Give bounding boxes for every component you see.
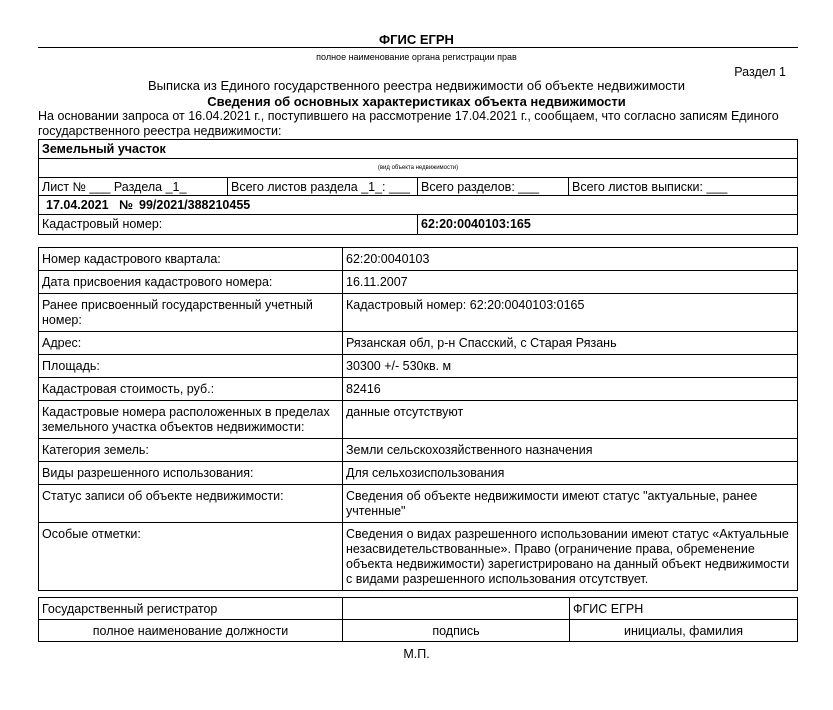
registrar-name: ФГИС ЕГРН <box>570 598 798 620</box>
divider <box>568 177 569 195</box>
table-row <box>39 294 798 332</box>
field-value: 16.11.2007 <box>343 271 798 294</box>
extract-number-label: № <box>119 198 133 212</box>
field-label: Дата присвоения кадастрового номера: <box>39 271 343 294</box>
field-label: Статус записи об объекте недвижимости: <box>39 485 343 523</box>
field-value: Для сельхозиспользования <box>343 462 798 485</box>
field-label: Категория земель: <box>39 439 343 462</box>
cadastral-label: Кадастровый номер: <box>42 217 163 231</box>
signature-table <box>38 597 798 642</box>
table-row <box>39 439 798 462</box>
object-type: Земельный участок <box>42 142 166 156</box>
field-value: 82416 <box>343 378 798 401</box>
field-value: данные отсутствуют <box>343 401 798 439</box>
field-value: Рязанская обл, р-н Спасский, с Старая Рязань <box>343 332 798 355</box>
document-subtitle: Сведения об основных характеристиках объекта недвижимости <box>207 94 626 109</box>
field-label: Виды разрешенного использования: <box>39 462 343 485</box>
position-caption: полное наименование должности <box>39 620 343 642</box>
registrar-position: Государственный регистратор <box>39 598 343 620</box>
divider <box>417 214 418 234</box>
characteristics-table <box>38 247 798 591</box>
table-row <box>39 332 798 355</box>
divider <box>417 177 418 195</box>
cadastral-number: 62:20:0040103:165 <box>421 217 531 231</box>
section-label: Раздел 1 <box>734 65 786 79</box>
table-row <box>39 248 798 271</box>
stamp-place: М.П. <box>403 647 430 661</box>
table-row <box>39 401 798 439</box>
field-label: Ранее присвоенный государственный учетный номер: <box>39 294 343 332</box>
sheet-number: Лист № ___ Раздела _1_ <box>42 180 187 194</box>
registrar-signature <box>343 598 570 620</box>
header-divider <box>38 47 798 48</box>
field-value: Земли сельскохозяйственного назначения <box>343 439 798 462</box>
name-caption: инициалы, фамилия <box>570 620 798 642</box>
field-label: Особые отметки: <box>39 523 343 591</box>
extract-date: 17.04.2021 <box>46 198 109 212</box>
total-sheets: Всего листов выписки: ___ <box>572 180 728 194</box>
divider <box>39 195 797 196</box>
object-header-box <box>38 139 798 235</box>
object-type-caption: (вид объекта недвижимости) <box>377 165 459 171</box>
field-value: 62:20:0040103 <box>343 248 798 271</box>
table-row <box>39 523 798 591</box>
divider <box>39 214 797 215</box>
divider <box>227 177 228 195</box>
org-caption: полное наименование органа регистрации прав <box>316 52 517 62</box>
total-sections: Всего разделов: ___ <box>421 180 540 194</box>
signature-caption: подпись <box>343 620 570 642</box>
table-row <box>39 462 798 485</box>
field-label: Номер кадастрового квартала: <box>39 248 343 271</box>
field-label: Кадастровые номера расположенных в пределах земельного участка объектов недвижимости: <box>39 401 343 439</box>
table-row <box>39 485 798 523</box>
divider <box>39 158 797 159</box>
section-sheets: Всего листов раздела _1_: ___ <box>231 180 410 194</box>
document-title: Выписка из Единого государственного реестра недвижимости об объекте недвижимости <box>148 78 685 93</box>
field-value: Кадастровый номер: 62:20:0040103:0165 <box>343 294 798 332</box>
field-label: Площадь: <box>39 355 343 378</box>
field-value: 30300 +/- 530кв. м <box>343 355 798 378</box>
table-row <box>39 355 798 378</box>
registry-org-title: ФГИС ЕГРН <box>379 32 454 47</box>
field-value: Сведения об объекте недвижимости имеют статус "актуальные, ранее учтенные" <box>343 485 798 523</box>
divider <box>39 177 797 178</box>
field-value: Сведения о видах разрешенного использовании имеют статус «Актуальные незасвидетельствованные». Право (ограничение права, обременение объекта недвижимости) зарегистрировано на данный объект недвижимости с видами разрешенного использования отсутствует. <box>343 523 798 591</box>
intro-text: На основании запроса от 16.04.2021 г., поступившего на рассмотрение 17.04.2021 г., сообщаем, что согласно записям Единого государственного реестра недвижимости: <box>38 109 779 138</box>
field-label: Кадастровая стоимость, руб.: <box>39 378 343 401</box>
field-label: Адрес: <box>39 332 343 355</box>
extract-number: 99/2021/388210455 <box>139 198 251 212</box>
table-row <box>39 378 798 401</box>
table-row <box>39 271 798 294</box>
